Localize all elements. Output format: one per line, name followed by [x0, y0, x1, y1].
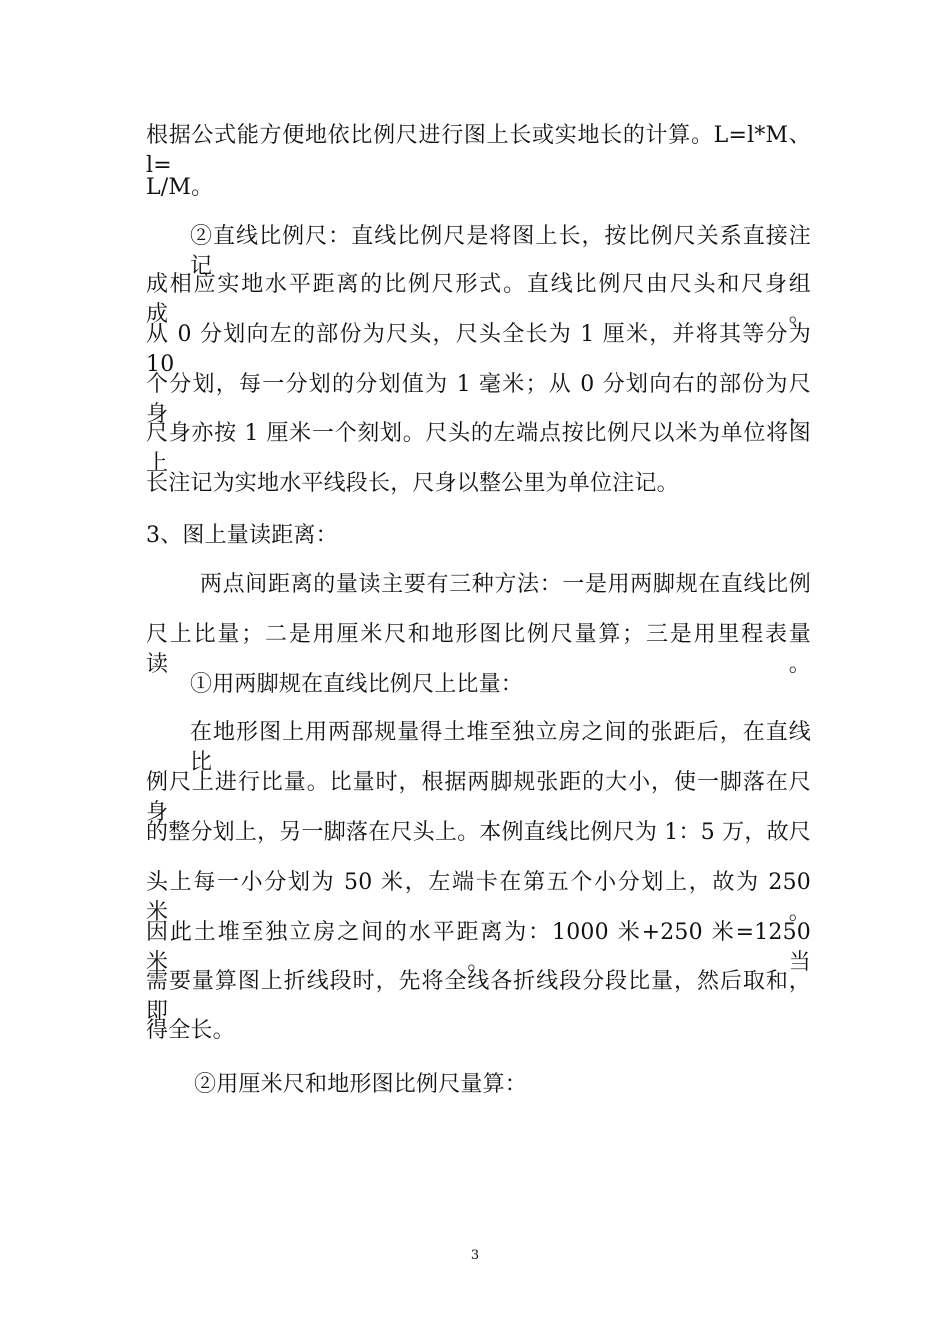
text-line: 从 0 分划向左的部份为尺头，尺头全长为 1 厘米，并将其等分为 10 — [146, 322, 811, 377]
text-line: 的整分划上，另一脚落在尺头上。本例直线比例尺为 1：5 万，故尺 — [146, 820, 811, 845]
text-line: 头上每一小分划为 50 米，左端卡在第五个小分划上，故为 250 米。 — [146, 870, 811, 925]
text-line: 因此土堆至独立房之间的水平距离为：1000 米+250 米=1250 米。当 — [146, 920, 811, 975]
text-line: ②直线比例尺：直线比例尺是将图上长，按比例尺关系直接注记 — [190, 224, 811, 279]
text-line: 需要量算图上折线段时，先将全线各折线段分段比量，然后取和，即 — [146, 969, 811, 1024]
text-line: 例尺上进行比量。比量时，根据两脚规张距的大小，使一脚落在尺身 — [146, 770, 811, 825]
subsection-heading: ①用两脚规在直线比例尺上比量： — [190, 672, 524, 697]
subsection-heading: ②用厘米尺和地形图比例尺量算： — [194, 1072, 528, 1097]
text-line: 得全长。 — [146, 1018, 235, 1043]
text-line: 尺上比量；二是用厘米尺和地形图比例尺量算；三是用里程表量读。 — [146, 622, 811, 677]
text-line: 成相应实地水平距离的比例尺形式。直线比例尺由尺头和尺身组成。 — [146, 272, 811, 327]
text-line: 尺身亦按 1 厘米一个刻划。尺头的左端点按比例尺以米为单位将图上 — [146, 421, 811, 476]
text-line: L/M。 — [146, 175, 214, 200]
page-number: 3 — [470, 1248, 480, 1263]
text-line: 在地形图上用两郚规量得土堆至独立房之间的张距后，在直线比 — [190, 720, 811, 775]
text-line: 根据公式能方便地依比例尺进行图上长或实地长的计算。L=l*M、l= — [146, 123, 811, 178]
text-line: 两点间距离的量读主要有三种方法：一是用两脚规在直线比例 — [200, 572, 811, 597]
text-line: 长注记为实地水平线段长，尺身以整公里为单位注记。 — [146, 471, 679, 496]
section-heading: 3、图上量读距离： — [146, 523, 338, 548]
text-line: 个分划，每一分划的分划值为 1 毫米；从 0 分划向右的部份为尺身， — [146, 372, 811, 427]
